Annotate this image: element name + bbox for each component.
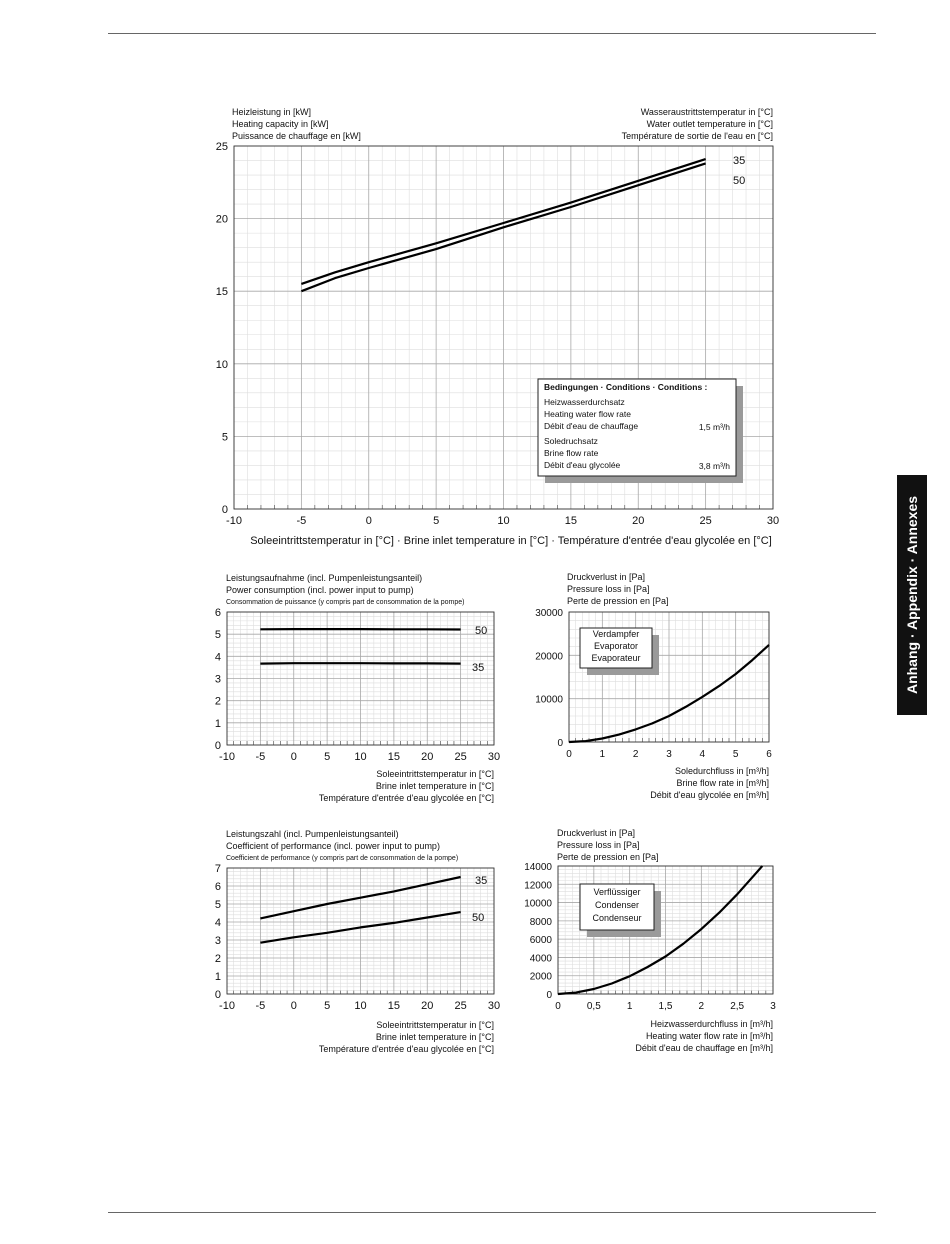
y-tick-label: 15 <box>215 286 228 299</box>
x-tick-label: -10 <box>226 515 242 527</box>
y-axis-label: Druckverlust in [Pa] <box>557 828 636 838</box>
box-label: Evaporateur <box>591 653 641 663</box>
y-tick-label: 25 <box>215 141 228 153</box>
side-tab-label: Anhang · Appendix · Annexes <box>904 495 920 695</box>
condenser-pressure-loss-chart <box>0 820 950 1060</box>
x-axis-label: Soleeintrittstemperatur in [°C] <box>376 1020 494 1030</box>
x-tick-label: 4 <box>699 749 706 760</box>
x-axis-label: Heating water flow rate in [m³/h] <box>645 1031 773 1041</box>
y-axis-label: Perte de pression en [Pa] <box>567 596 669 606</box>
x-axis-label: Soleeintrittstemperatur in [°C] · Brine inlet temperature in [°C] · Température d'entrée d'eau glycolée en [°C] <box>250 535 772 547</box>
x-tick-label: -5 <box>255 751 266 763</box>
y-tick-label: 4 <box>214 651 221 664</box>
y-tick-label: 20 <box>215 213 228 226</box>
x-tick-label: 1,5 <box>658 1001 673 1012</box>
y-axis-label: Pressure loss in [Pa] <box>557 840 640 850</box>
x-axis-label: Brine inlet temperature in [°C] <box>375 1032 494 1042</box>
y-tick-label: 4000 <box>529 953 552 965</box>
y-tick-label: 10000 <box>535 694 563 706</box>
conditions-value: 1,5 m³/h <box>698 422 730 432</box>
x-tick-label: 3 <box>666 749 672 760</box>
y-axis-label: Heating capacity in [kW] <box>232 119 329 129</box>
x-tick-label: 5 <box>324 1000 331 1012</box>
y-tick-label: 30000 <box>535 608 563 619</box>
x-tick-label: 6 <box>766 749 772 760</box>
y-axis-label: Pressure loss in [Pa] <box>567 584 650 594</box>
y-tick-label: 6 <box>214 607 221 619</box>
x-tick-label: 2 <box>632 749 639 760</box>
x-tick-label: 15 <box>387 1000 400 1012</box>
box-label: Evaporator <box>593 641 639 651</box>
x-tick-label: -5 <box>296 515 307 527</box>
y-axis-label: Coefficient de performance (y compris part de consommation de la pompe) <box>226 855 459 862</box>
series-label: 35 <box>733 155 746 167</box>
y-axis-label: Perte de pression en [Pa] <box>557 852 659 862</box>
y-tick-label: 0 <box>546 990 552 1001</box>
y-tick-label: 6 <box>214 881 221 893</box>
x-tick-label: 5 <box>433 515 440 527</box>
x-tick-label: 1 <box>599 749 606 760</box>
box-label: Condenseur <box>592 913 642 923</box>
y-tick-label: 5 <box>214 629 221 642</box>
series-label: 35 <box>472 662 485 674</box>
x-tick-label: 20 <box>421 751 434 763</box>
conditions-line: Débit d'eau de chauffage <box>544 421 639 431</box>
y-tick-label: 5 <box>221 431 228 444</box>
x-tick-label: 0 <box>555 1001 561 1012</box>
x-axis-label: Soleeintrittstemperatur in [°C] <box>376 769 494 779</box>
heating-capacity-chart <box>0 0 950 560</box>
x-tick-label: 0 <box>566 749 572 760</box>
conditions-line: Brine flow rate <box>544 448 599 458</box>
y-tick-label: 2 <box>214 695 221 708</box>
series-label: 50 <box>475 625 488 637</box>
x-tick-label: 25 <box>454 1000 467 1012</box>
y-axis-label: Druckverlust in [Pa] <box>567 572 646 582</box>
x-axis-label: Brine flow rate in [m³/h] <box>676 778 769 788</box>
box-label: Verdampfer <box>592 629 640 639</box>
x-tick-label: 5 <box>732 749 739 760</box>
y-axis-label: Coefficient of performance (incl. power input to pump) <box>226 841 440 851</box>
x-tick-label: 25 <box>454 751 467 763</box>
x-tick-label: 0 <box>365 515 372 527</box>
x-tick-label: 10 <box>497 515 510 527</box>
x-tick-label: 2 <box>698 1001 705 1012</box>
x-tick-label: 0 <box>290 1000 297 1012</box>
series-label: 50 <box>733 175 746 187</box>
y-axis-label: Power consumption (incl. power input to pump) <box>226 585 414 595</box>
y-tick-label: 8000 <box>529 916 552 928</box>
y-tick-label: 20000 <box>535 651 563 663</box>
y-axis-label: Leistungszahl (incl. Pumpenleistungsanteil) <box>226 829 399 839</box>
y-tick-label: 14000 <box>524 862 552 873</box>
conditions-line: Heating water flow rate <box>544 409 631 419</box>
conditions-line: Débit d'eau glycolée <box>544 460 621 470</box>
y-tick-label: 12000 <box>524 880 552 892</box>
x-tick-label: -10 <box>219 1000 235 1012</box>
x-axis-label: Température d'entrée d'eau glycolée en [°C] <box>318 1044 494 1054</box>
evaporator-pressure-loss-chart <box>0 560 950 820</box>
y-tick-label: 10000 <box>524 898 552 910</box>
x-tick-label: 10 <box>354 751 367 763</box>
box-label: Condenser <box>594 900 640 910</box>
conditions-value: 3,8 m³/h <box>698 461 730 471</box>
legend-title: Température de sortie de l'eau en [°C] <box>621 131 773 141</box>
y-tick-label: 3 <box>214 673 221 686</box>
y-tick-label: 0 <box>221 504 228 516</box>
y-tick-label: 3 <box>214 935 221 947</box>
x-tick-label: 0,5 <box>586 1001 601 1012</box>
x-tick-label: 15 <box>564 515 577 527</box>
x-tick-label: -10 <box>219 751 235 763</box>
series-label: 35 <box>475 875 488 887</box>
x-axis-label: Brine inlet temperature in [°C] <box>375 781 494 791</box>
box-label: Verflüssiger <box>593 887 641 897</box>
x-tick-label: 5 <box>324 751 331 763</box>
legend-title: Wasseraustrittstemperatur in [°C] <box>640 107 773 117</box>
conditions-line: Soledruchsatz <box>544 436 598 446</box>
x-axis-label: Soledurchfluss in [m³/h] <box>674 766 769 776</box>
y-tick-label: 6000 <box>529 935 552 947</box>
y-tick-label: 1 <box>214 971 221 983</box>
x-tick-label: 1 <box>626 1001 633 1012</box>
y-axis-label: Leistungsaufnahme (incl. Pumpenleistungsanteil) <box>226 573 423 583</box>
y-axis-label: Consommation de puissance (y compris part de consommation de la pompe) <box>226 599 465 606</box>
conditions-line: Heizwasserdurchsatz <box>544 397 625 407</box>
y-axis-label: Heizleistung in [kW] <box>232 107 312 117</box>
x-tick-label: 20 <box>632 515 645 527</box>
y-tick-label: 5 <box>214 899 221 911</box>
y-tick-label: 1 <box>214 717 221 730</box>
x-axis-label: Température d'entrée d'eau glycolée en [°C] <box>318 793 494 803</box>
y-tick-label: 0 <box>214 740 221 752</box>
x-tick-label: 10 <box>354 1000 367 1012</box>
x-tick-label: 2,5 <box>730 1001 745 1012</box>
bottom-rule <box>108 1212 876 1213</box>
x-tick-label: 25 <box>699 515 712 527</box>
x-tick-label: 30 <box>766 515 780 527</box>
y-axis-label: Puissance de chauffage en [kW] <box>232 131 361 141</box>
x-tick-label: 3 <box>770 1001 776 1012</box>
y-tick-label: 10 <box>215 358 228 371</box>
x-axis-label: Débit d'eau de chauffage en [m³/h] <box>635 1043 773 1053</box>
x-axis-label: Débit d'eau glycolée en [m³/h] <box>650 790 769 800</box>
conditions-title: Bedingungen · Conditions · Conditions : <box>544 382 708 392</box>
y-tick-label: 7 <box>214 863 221 875</box>
x-tick-label: 20 <box>421 1000 434 1012</box>
x-tick-label: 30 <box>487 1000 501 1012</box>
y-tick-label: 0 <box>214 989 221 1001</box>
x-tick-label: -5 <box>255 1000 266 1012</box>
legend-title: Water outlet temperature in [°C] <box>646 119 773 129</box>
series-label: 50 <box>472 912 485 924</box>
x-tick-label: 0 <box>290 751 297 763</box>
x-tick-label: 30 <box>487 751 501 763</box>
y-tick-label: 0 <box>557 738 563 749</box>
y-tick-label: 2 <box>214 953 221 965</box>
x-tick-label: 15 <box>387 751 400 763</box>
y-tick-label: 4 <box>214 917 221 929</box>
x-axis-label: Heizwasserdurchfluss in [m³/h] <box>650 1019 773 1029</box>
y-tick-label: 2000 <box>529 971 552 983</box>
